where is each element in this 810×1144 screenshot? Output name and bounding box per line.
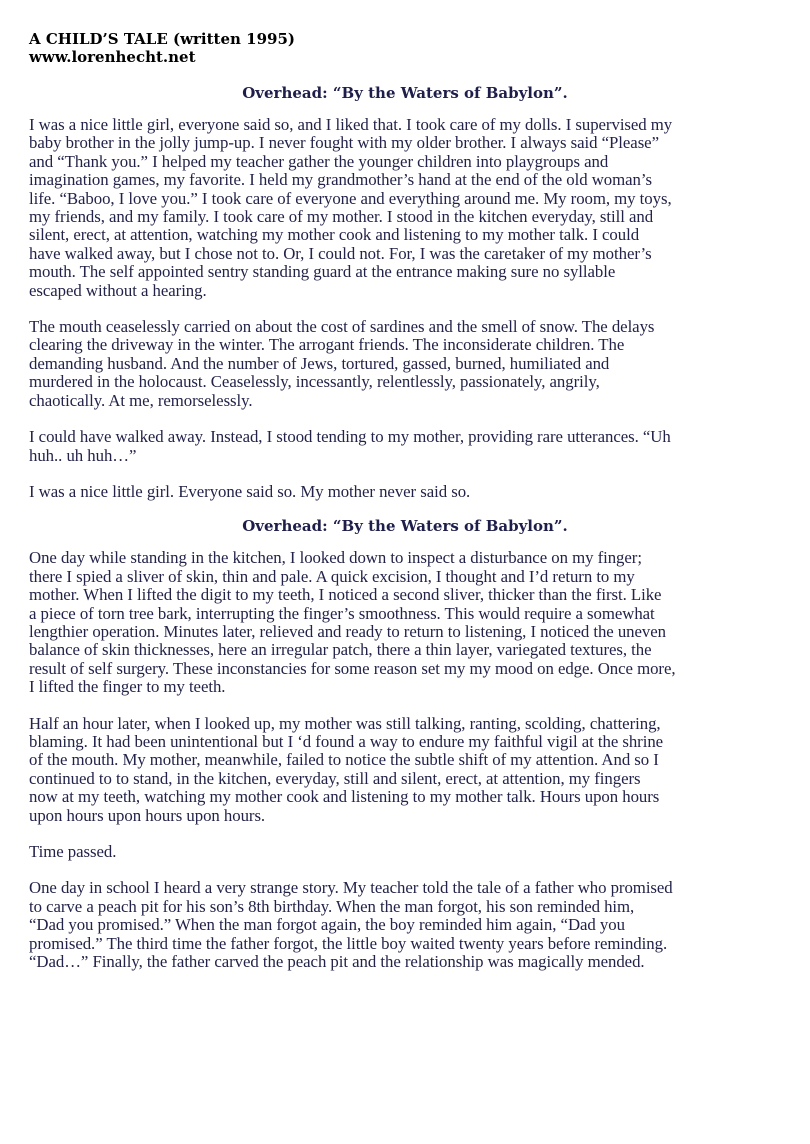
text-line: balance of skin thicknesses, here an irregular patch, there a thin layer, variegated textures, the — [29, 640, 652, 660]
text-line: have walked away, but I chose not to. Or, I could not. For, I was the caretaker of my mother’s — [29, 243, 652, 263]
text-line: a piece of torn tree bark, interrupting the finger’s smoothness. This would require a somewhat — [29, 603, 655, 623]
text-line: to carve a peach pit for his son’s 8th birthday. When the man forgot, his son reminded him, — [29, 896, 635, 916]
text-line: One day in school I heard a very strange story. My teacher told the tale of a father who promised — [29, 878, 673, 898]
text-line: result of self surgery. These inconstancies for some reason set my my mood on edge. Once more, — [29, 658, 676, 678]
text-line: “Dad…” Finally, the father carved the peach pit and the relationship was magically mended. — [29, 952, 645, 972]
text-line: clearing the driveway in the winter. The arrogant friends. The inconsiderate children. The — [29, 335, 625, 355]
text-line: my friends, and my family. I took care of my mother. I stood in the kitchen everyday, still and — [29, 207, 654, 227]
paragraph — [29, 483, 781, 501]
text-line: chaotically. At me, remorselessly. — [29, 390, 253, 410]
paragraph — [29, 549, 781, 696]
text-line: there I spied a sliver of skin, thin and pale. A quick excision, I thought and I’d return to my — [29, 566, 635, 586]
text-line: promised.” The third time the father forgot, the little boy waited twenty years before reminding. — [29, 933, 668, 953]
text-line: life. “Baboo, I love you.” I took care of everyone and everything around me. My room, my toys, — [29, 188, 672, 208]
text-line: “Dad you promised.” When the man forgot again, the boy reminded him again, “Dad you — [29, 915, 625, 935]
text-line: silent, erect, at attention, watching my mother cook and listening to my mother talk. I could — [29, 225, 640, 245]
paragraph — [29, 879, 781, 971]
text-line: I could have walked away. Instead, I stood tending to my mother, providing rare utterances. “Uh — [29, 427, 671, 447]
text-line: continued to to stand, in the kitchen, everyday, still and silent, erect, at attention, my fingers — [29, 768, 641, 788]
overhead-heading-1: Overhead: “By the Waters of Babylon”. — [242, 84, 568, 102]
paragraph — [29, 318, 781, 410]
document-header — [29, 30, 781, 66]
text-line: mother. When I lifted the digit to my teeth, I noticed a second sliver, thicker than the first. Like — [29, 585, 662, 605]
text-line: now at my teeth, watching my mother cook and listening to my mother talk. Hours upon hours — [29, 787, 660, 807]
text-line: demanding husband. And the number of Jews, tortured, gassed, burned, humiliated and — [29, 353, 610, 373]
text-line: and “Thank you.” I helped my teacher gather the younger children into playgroups and — [29, 151, 609, 171]
paragraph — [29, 116, 781, 300]
document-title: A CHILD’S TALE (written 1995) — [29, 30, 295, 48]
website-url: www.lorenhecht.net — [29, 48, 196, 66]
text-line: Half an hour later, when I looked up, my mother was still talking, ranting, scolding, chattering, — [29, 713, 661, 733]
paragraph — [29, 715, 781, 825]
text-line: huh.. uh huh…” — [29, 445, 137, 465]
text-line: I was a nice little girl, everyone said so, and I liked that. I took care of my dolls. I supervised my — [29, 115, 673, 134]
text-line: Time passed. — [29, 842, 117, 861]
text-line: The mouth ceaselessly carried on about the cost of sardines and the smell of snow. The delays — [29, 317, 655, 337]
paragraph — [29, 428, 781, 465]
text-line: I was a nice little girl. Everyone said so. My mother never said so. — [29, 481, 471, 501]
paragraph — [29, 843, 781, 861]
text-line: imagination games, my favorite. I held my grandmother’s hand at the end of the old woman’s — [29, 170, 652, 190]
text-line: lengthier operation. Minutes later, relieved and ready to return to listening, I noticed the uneven — [29, 621, 666, 641]
text-line: I lifted the finger to my teeth. — [29, 677, 226, 697]
text-line: blaming. It had been unintentional but I ‘d found a way to endure my faithful vigil at the shrine — [29, 731, 664, 751]
text-line: of the mouth. My mother, meanwhile, failed to notice the subtle shift of my attention. And so I — [29, 750, 659, 770]
text-line: murdered in the holocaust. Ceaselessly, incessantly, relentlessly, passionately, angrily, — [29, 372, 600, 392]
text-line: baby brother in the jolly jump-up. I never fought with my older brother. I always said “Please” — [29, 133, 659, 153]
text-line: One day while standing in the kitchen, I looked down to inspect a disturbance on my finger; — [29, 548, 642, 568]
text-line: escaped without a hearing. — [29, 280, 207, 300]
text-line: mouth. The self appointed sentry standing guard at the entrance making sure no syllable — [29, 262, 616, 282]
document-page — [29, 30, 781, 971]
overhead-heading-2: Overhead: “By the Waters of Babylon”. — [242, 517, 568, 536]
text-line: upon hours upon hours upon hours. — [29, 805, 266, 825]
